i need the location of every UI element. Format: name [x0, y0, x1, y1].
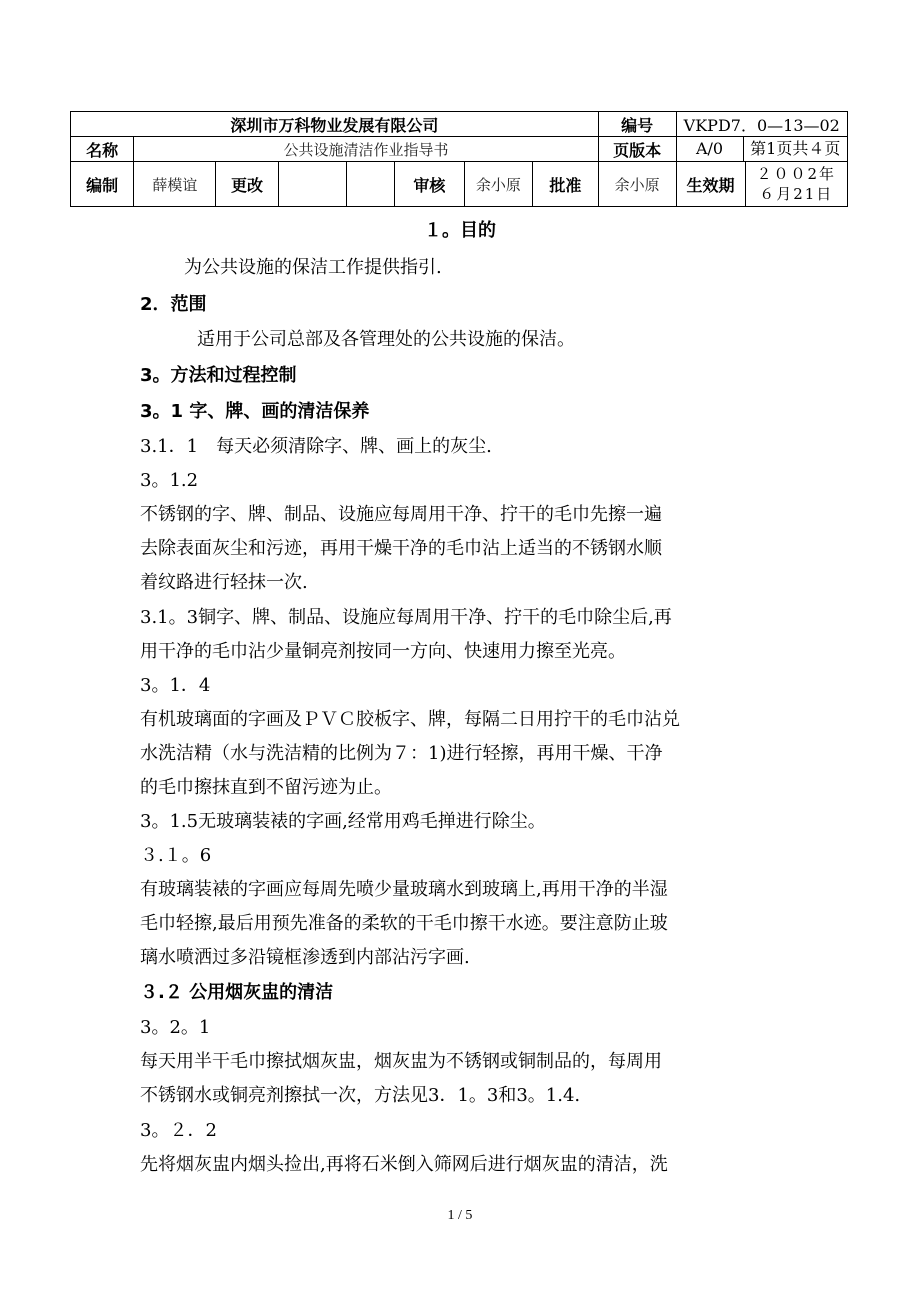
paragraph-line: 的毛巾擦抹直到不留污迹为止。: [140, 777, 392, 798]
paragraph-line: 毛巾轻擦,最后用预先准备的柔软的干毛巾擦干水迹。要注意防止玻: [140, 913, 668, 934]
effective-cell: [676, 162, 847, 207]
paragraph-3-1-2-number: 3。1.2: [140, 470, 199, 491]
review-value: 余小原: [464, 162, 533, 207]
paragraph-line: 璃水喷洒过多沿镜框渗透到内部沾污字画.: [140, 947, 470, 968]
section-1-text: 为公共设施的保洁工作提供指引.: [184, 257, 442, 278]
doc-name-label: 名称: [71, 137, 134, 162]
paragraph-line: 水洗洁精（水与洗洁精的比例为７：1)进行轻擦，再用干燥、干净: [140, 743, 663, 764]
paragraph-line: 着纹路进行轻抹一次.: [140, 572, 308, 593]
paragraph-3-1-4-number: 3。1．4: [140, 675, 211, 696]
paragraph-3-1-5: 3。1.5无玻璃装裱的字画,经常用鸡毛掸进行除尘。: [140, 811, 546, 832]
paragraph-3-1-6-number: ３.１。6: [140, 845, 212, 866]
effective-label: 生效期: [677, 162, 746, 206]
page-footer: 1 / 5: [447, 1208, 473, 1223]
paragraph-line: 去除表面灰尘和污迹，再用干燥干净的毛巾沾上适当的不锈钢水顺: [140, 538, 662, 559]
section-3-2-title: ３.２ 公用烟灰盅的清洁: [140, 982, 334, 1003]
paragraph-line: 先将烟灰盅内烟头捡出,再将石米倒入筛网后进行烟灰盅的清洁，洗: [140, 1154, 668, 1175]
paragraph-line: 用干净的毛巾沾少量铜亮剂按同一方向、快速用力擦至光亮。: [140, 641, 626, 662]
doc-name-value: 公共设施清洁作业指导书: [134, 137, 598, 162]
editor-label: 编制: [71, 162, 134, 207]
approve-value: 余小原: [598, 162, 676, 207]
change-label: 更改: [216, 162, 278, 207]
review-label: 审核: [395, 162, 465, 207]
section-3-1-title: 3。1 字、牌、画的清洁保养: [140, 401, 370, 422]
effective-value: ２００2年６月21日: [756, 165, 837, 203]
page-info: 第1页共４页: [750, 139, 841, 158]
paragraph-3-2-2-number: 3。２．2: [140, 1120, 217, 1141]
paragraph-line: 有机玻璃面的字画及ＰＶＣ胶板字、牌，每隔二日用拧干的毛巾沾兑: [140, 709, 680, 730]
approve-label: 批准: [533, 162, 598, 207]
company-name: 深圳市万科物业发展有限公司: [71, 112, 599, 137]
version-label: 页版本: [598, 137, 676, 162]
paragraph-3-2-1-number: 3。2。1: [140, 1017, 211, 1038]
version-page-cell: [676, 137, 847, 162]
header-table: [70, 111, 848, 207]
editor-value: 薛模谊: [134, 162, 216, 207]
section-2-text: 适用于公司总部及各管理处的公共设施的保洁。: [197, 329, 575, 350]
paragraph-line: 有玻璃装裱的字画应每周先喷少量玻璃水到玻璃上,再用干净的半湿: [140, 879, 668, 900]
paragraph-line: 不锈钢的字、牌、制品、设施应每周用干净、拧干的毛巾先擦一遍: [140, 504, 662, 525]
section-3-title: 3。方法和过程控制: [140, 365, 297, 386]
spacer-cell: [347, 162, 395, 207]
paragraph-line: 3.1。3铜字、牌、制品、设施应每周用干净、拧干的毛巾除尘后,再: [140, 607, 672, 628]
doc-number-label: 编号: [598, 112, 676, 137]
doc-number-value: VKPD7．0—13—02: [676, 112, 847, 137]
paragraph-line: 不锈钢水或铜亮剂擦拭一次，方法见3．1。3和3。1.4.: [140, 1085, 581, 1106]
section-1-title: １。目的: [424, 220, 496, 241]
section-2-title: 2．范围: [140, 294, 207, 315]
paragraph-line: 每天用半干毛巾擦拭烟灰盅，烟灰盅为不锈钢或铜制品的，每周用: [140, 1051, 662, 1072]
change-value: [278, 162, 347, 207]
version-value: A/0: [677, 137, 744, 161]
paragraph-3-1-1: 3.1．1 每天必须清除字、牌、画上的灰尘.: [140, 436, 492, 457]
